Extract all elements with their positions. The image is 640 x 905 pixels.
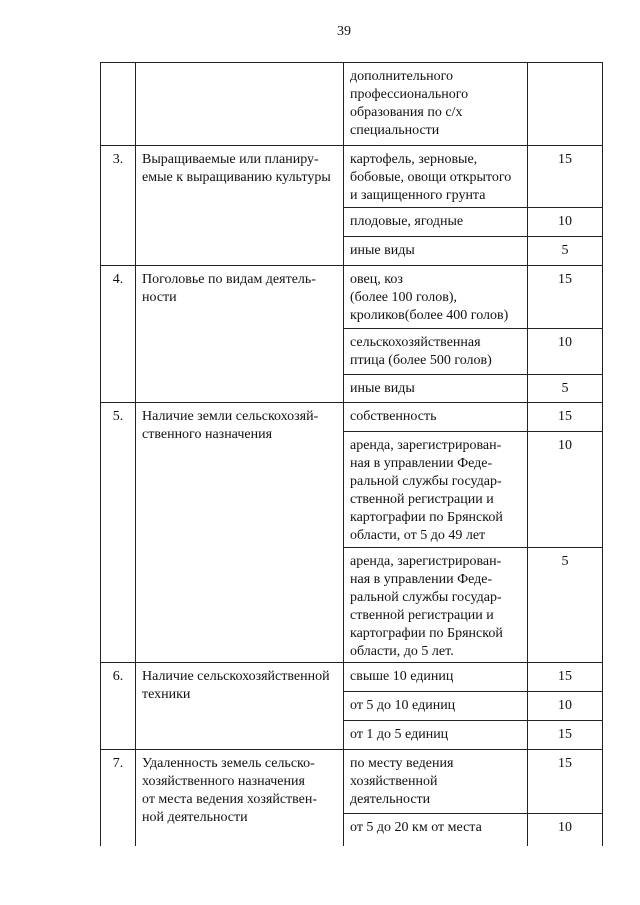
option-points: 15 — [528, 663, 603, 692]
option-value: аренда, зарегистрирован- ная в управлении Феде- ральной службы государ- ственной регистрации и картографии по Брянской области, до 5 лет. — [344, 548, 528, 663]
option-value: от 5 до 20 км от места — [344, 814, 528, 846]
option-points: 10 — [528, 208, 603, 237]
option-points: 10 — [528, 814, 603, 846]
option-value: собственность — [344, 403, 528, 432]
criterion-name: Наличие земли сельскохозяй- ственного назначения — [136, 403, 344, 663]
page-number: 39 — [337, 24, 351, 39]
criteria-table — [100, 62, 603, 846]
table-row — [101, 403, 603, 432]
option-value: от 1 до 5 единиц — [344, 721, 528, 750]
option-points: 15 — [528, 721, 603, 750]
continuation-number-cell — [101, 63, 136, 146]
criterion-number: 5. — [101, 403, 136, 663]
option-points: 15 — [528, 750, 603, 814]
criterion-name: Наличие сельскохозяйственной техники — [136, 663, 344, 750]
option-points: 10 — [528, 329, 603, 375]
criterion-number: 3. — [101, 146, 136, 266]
option-value: сельскохозяйственная птица (более 500 голов) — [344, 329, 528, 375]
table-row — [101, 146, 603, 208]
option-value: свыше 10 единиц — [344, 663, 528, 692]
criterion-name: Удаленность земель сельско- хозяйственного назначения от места ведения хозяйствен- ной деятельности — [136, 750, 344, 846]
option-value: аренда, зарегистрирован- ная в управлении Феде- ральной службы государ- ственной регистрации и картографии по Брянской области, от 5 до 49 лет — [344, 432, 528, 548]
option-value: овец, коз (более 100 голов), кроликов(более 400 голов) — [344, 266, 528, 329]
option-value: картофель, зерновые, бобовые, овощи открытого и защищенного грунта — [344, 146, 528, 208]
option-points: 10 — [528, 432, 603, 548]
continuation-criterion-cell — [136, 63, 344, 146]
option-points: 5 — [528, 548, 603, 663]
table-row — [101, 266, 603, 329]
continuation-points-cell — [528, 63, 603, 146]
table-row — [101, 750, 603, 814]
option-value: иные виды — [344, 375, 528, 403]
continuation-row — [101, 63, 603, 146]
option-points: 10 — [528, 692, 603, 721]
table-row — [101, 663, 603, 692]
continuation-value-cell: дополнительного профессионального образования по с/х специальности — [344, 63, 528, 146]
criterion-name: Поголовье по видам деятель- ности — [136, 266, 344, 403]
option-value: иные виды — [344, 237, 528, 266]
option-points: 15 — [528, 266, 603, 329]
option-value: от 5 до 10 единиц — [344, 692, 528, 721]
option-points: 5 — [528, 237, 603, 266]
option-points: 5 — [528, 375, 603, 403]
criterion-number: 7. — [101, 750, 136, 846]
criterion-name: Выращиваемые или планиру- емые к выращиванию культуры — [136, 146, 344, 266]
option-points: 15 — [528, 146, 603, 208]
criterion-number: 4. — [101, 266, 136, 403]
option-points: 15 — [528, 403, 603, 432]
option-value: плодовые, ягодные — [344, 208, 528, 237]
option-value: по месту ведения хозяйственной деятельности — [344, 750, 528, 814]
criterion-number: 6. — [101, 663, 136, 750]
